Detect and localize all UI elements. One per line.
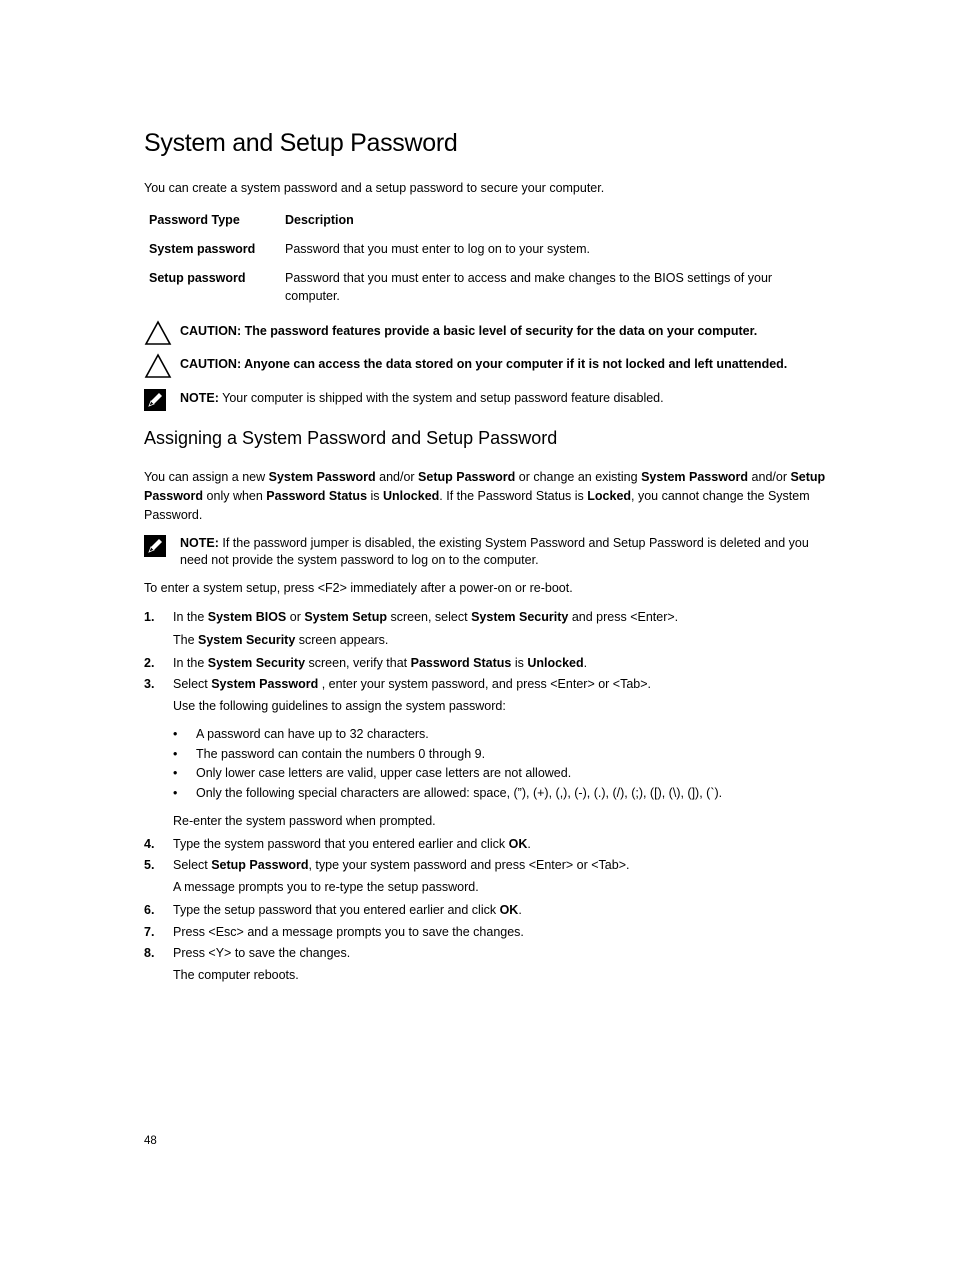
table-cell-description: Password that you must enter to access and make changes to the BIOS settings of your computer. — [285, 270, 773, 304]
table-cell-description: Password that you must enter to log on to your system. — [285, 241, 591, 256]
page-number: 48 — [144, 1135, 157, 1147]
caution-notice — [144, 353, 834, 385]
caution-text: CAUTION: The password features provide a basic level of security for the data on your computer. — [180, 324, 758, 338]
list-item: 1. In the System BIOS or System Setup screen, select System Security and press <Enter>. The System Security screen appears. — [144, 610, 679, 647]
table-header-row — [144, 211, 834, 240]
list-item: 4. Type the system password that you entered earlier and click OK. — [144, 836, 531, 851]
note-text: NOTE: If the password jumper is disabled, the existing System Password and Setup Password is deleted and you need not provide the system password to log on to the computer. — [180, 536, 809, 567]
list-item: 2. In the System Security screen, verify that Password Status is Unlocked. — [144, 655, 588, 670]
password-type-table — [144, 211, 834, 316]
table-row — [144, 240, 834, 269]
intro-text: You can create a system password and a setup password to secure your computer. — [144, 181, 605, 195]
note-pencil-icon — [144, 535, 180, 562]
caution-text: CAUTION: Anyone can access the data stored on your computer if it is not locked and left unattended. — [180, 357, 788, 371]
list-item: 3. Select System Password , enter your system password, and press <Enter> or <Tab>. Use the following guidelines to assign the system password: • A password can have up to 32 characters. • The password can contain the numbers 0 through 9. • Only lower case letters are valid, upper case letters are not allowed. • Only the following special characters are allowed: space, (”), (+), (,), (-), (.), (/), (;), ([), (\), (]), (`). Re-enter the system password when prompted. — [144, 675, 834, 830]
list-item: 5. Select Setup Password, type your system password and press <Enter> or <Tab>. A message prompts you to re-type the setup password. — [144, 858, 630, 894]
page-title: System and Setup Password — [144, 129, 458, 157]
list-item: 6. Type the setup password that you entered earlier and click OK. — [144, 902, 522, 917]
section-heading: Assigning a System Password and Setup Password — [144, 428, 558, 448]
table-header-type: Password Type — [149, 213, 240, 227]
assign-paragraph: You can assign a new System Password and/or Setup Password or change an existing System Password and/or Setup Password only when Password Status is Unlocked. If the Password Status is Locked, you cannot change the System Password. — [144, 470, 826, 522]
guidelines-list — [173, 725, 834, 803]
note-pencil-icon — [144, 389, 180, 417]
note-notice — [144, 535, 834, 569]
caution-notice — [144, 320, 834, 352]
table-cell-type: Setup password — [149, 270, 246, 285]
list-item: • Only the following special characters are allowed: space, (”), (+), (,), (-), (.), (/), (;), ([), (\), (]), (`). — [173, 784, 834, 803]
list-item: 8. Press <Y> to save the changes. The computer reboots. — [144, 946, 351, 982]
list-item: • A password can have up to 32 characters. — [173, 725, 834, 744]
table-cell-type: System password — [149, 241, 256, 256]
steps-list — [144, 608, 834, 985]
note-text: NOTE: Your computer is shipped with the system and setup password feature disabled. — [180, 391, 664, 405]
list-item: 7. Press <Esc> and a message prompts you to save the changes. — [144, 924, 524, 939]
table-row — [144, 269, 834, 317]
table-header-description: Description — [285, 213, 354, 227]
list-item: • Only lower case letters are valid, upper case letters are not allowed. — [173, 764, 834, 783]
note-notice — [144, 389, 834, 417]
enter-setup-text: To enter a system setup, press <F2> immediately after a power-on or re-boot. — [144, 581, 573, 595]
caution-triangle-icon — [144, 320, 180, 352]
list-item: • The password can contain the numbers 0 through 9. — [173, 745, 834, 764]
caution-triangle-icon — [144, 353, 180, 385]
